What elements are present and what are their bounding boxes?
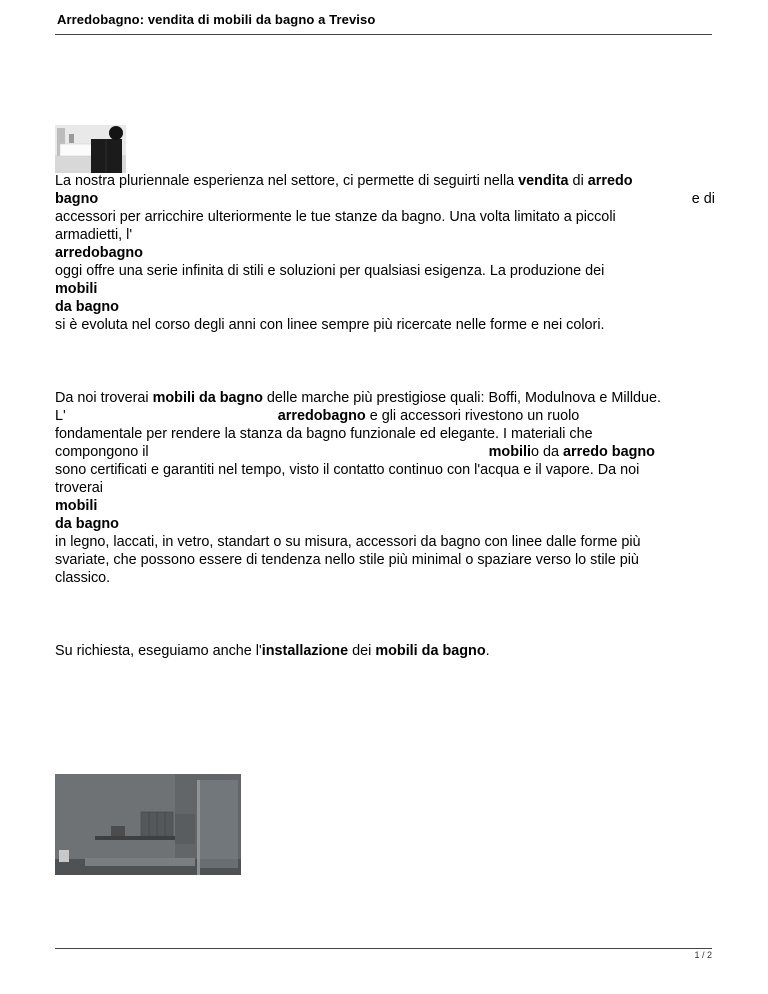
text: accessori per arricchire ulteriormente le tue stanze da bagno. Una volta limitato a piccoli: [55, 209, 616, 225]
footer-divider: [55, 948, 712, 949]
keyword-vendita: vendita: [518, 173, 569, 189]
text: troverai: [55, 480, 103, 496]
bathroom-thumbnail-graphic: [55, 125, 126, 173]
paragraph-brands: [55, 389, 715, 587]
bathroom-thumbnail-image[interactable]: [55, 125, 126, 173]
text: di: [568, 173, 588, 189]
text: in legno, laccati, in vetro, standart o su misura, accessori da bagno con linee dalle forme più: [55, 534, 641, 550]
page-number: 1 / 2: [694, 950, 712, 960]
keyword-arredobagno: arredobagno: [277, 408, 366, 424]
text: e gli accessori rivestono un ruolo: [365, 408, 580, 424]
text: dei: [348, 643, 376, 659]
paragraph-installation: [55, 642, 715, 660]
text: armadietti, l': [55, 227, 133, 243]
page-header-title: Arredobagno: vendita di mobili da bagno a Treviso: [57, 12, 376, 27]
text: La nostra pluriennale esperienza nel settore, ci permette di seguirti nella: [55, 173, 519, 189]
keyword-mobili: mobili: [55, 281, 98, 297]
keyword-mobili: mobili: [55, 498, 98, 514]
text: o da: [530, 444, 563, 460]
keyword-bagno: bagno: [55, 191, 99, 207]
paragraph-intro: [55, 172, 715, 334]
text: Da noi troverai: [55, 390, 153, 406]
text: fondamentale per rendere la stanza da bagno funzionale ed elegante. I materiali che: [55, 426, 593, 442]
text: Su richiesta, eseguiamo anche l': [55, 643, 262, 659]
text: sono certificati e garantiti nel tempo, visto il contatto continuo con l'acqua e il vapore. Da noi: [55, 462, 640, 478]
text: oggi offre una serie infinita di stili e soluzioni per qualsiasi esigenza. La produzione dei: [55, 263, 605, 279]
bathroom-photo-image[interactable]: [55, 774, 241, 875]
text: svariate, che possono essere di tendenza nello stile più minimal o spaziare verso lo stile più: [55, 552, 639, 568]
text: .: [485, 643, 490, 659]
text: delle marche più prestigiose quali: Boffi, Modulnova e Milldue.: [262, 390, 662, 406]
keyword-arredo: arredo: [587, 173, 633, 189]
keyword-mobili: mobili: [488, 444, 531, 460]
keyword-installazione: installazione: [261, 643, 349, 659]
text: si è evoluta nel corso degli anni con linee sempre più ricercate nelle forme e nei colori.: [55, 317, 605, 333]
keyword-da-bagno: da bagno: [55, 299, 119, 315]
bathroom-photo-graphic: [55, 774, 241, 875]
text: compongono il: [55, 444, 149, 460]
header-divider: [55, 34, 712, 35]
keyword-da-bagno: da bagno: [55, 516, 119, 532]
keyword-mobili-da-bagno: mobili da bagno: [375, 643, 486, 659]
keyword-arredobagno: arredobagno: [55, 245, 143, 261]
keyword-mobili-da-bagno: mobili da bagno: [152, 390, 263, 406]
keyword-arredo-bagno: arredo bagno: [563, 444, 655, 460]
main-content: [55, 172, 715, 660]
text: L': [55, 408, 66, 424]
text: e di: [691, 191, 715, 207]
text: classico.: [55, 570, 111, 586]
justified-line: [55, 190, 715, 208]
